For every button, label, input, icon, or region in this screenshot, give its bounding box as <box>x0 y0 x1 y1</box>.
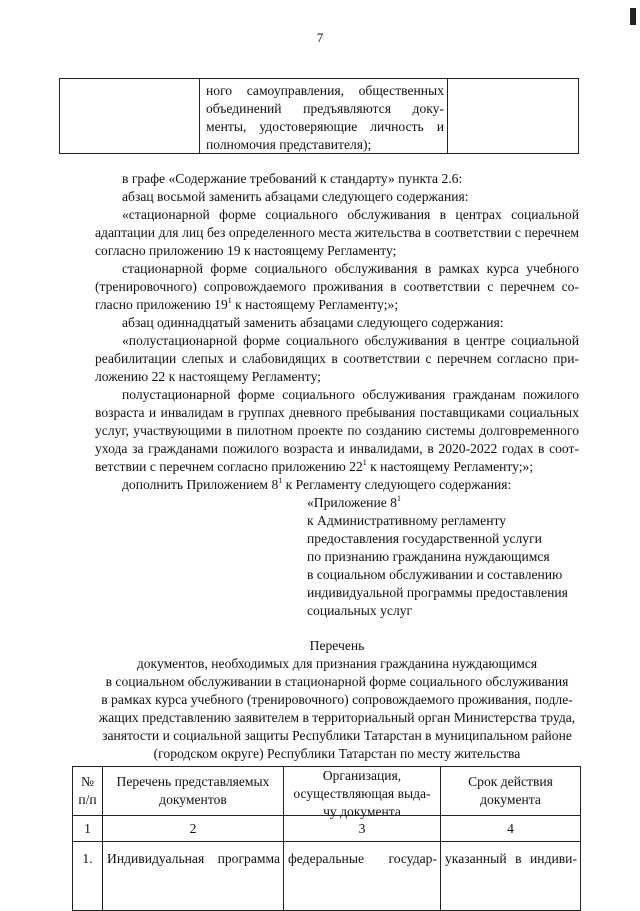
doc-table-cell: Индивидуальная программа <box>102 841 284 911</box>
list-heading-line: в рамках курса учебного (тренировочного) сопровождаемого проживания, подле- <box>101 692 573 707</box>
list-heading-line: в социальном обслуживании в стационарной форме социального обслуживания <box>105 674 569 689</box>
doc-table-header-validity: Срок действия документа <box>440 766 581 816</box>
top-table-line: менты, удостоверяющие личность и <box>206 119 444 134</box>
doc-table-col-number: 4 <box>440 815 581 842</box>
body-line: полустационарной форме социального обслуживания гражданам пожилого <box>122 387 579 402</box>
scan-edge-mark <box>630 8 636 25</box>
list-heading-line: документов, необходимых для признания гражданина нуждающимся <box>136 656 538 671</box>
body-line: ложению 22 к настоящему Регламенту; <box>95 369 321 384</box>
doc-table-cell: федеральные государ- <box>283 841 441 911</box>
list-heading-line: (городском округе) Республики Татарстан по месту жительства <box>153 746 521 761</box>
top-table-empty-cell <box>59 78 200 154</box>
doc-table-col-number: 3 <box>283 815 441 842</box>
body-line: услуг, участвующими в пилотном проекте по созданию системы долговременного <box>95 423 579 438</box>
body-line: в графе «Содержание требований к стандарту» пункта 2.6: <box>122 171 463 186</box>
appendix-line: к Административному регламенту <box>307 513 507 528</box>
body-line: стационарной форме социального обслуживания в рамках курса учебного <box>122 261 579 276</box>
appendix-line: индивидуальной программы предоставления <box>307 585 568 600</box>
appendix-line: предоставления государственной услуги <box>307 531 542 546</box>
superscript: 1 <box>362 458 367 467</box>
doc-table-col-number: 1 <box>72 815 103 842</box>
appendix-line: по признанию гражданина нуждающимся <box>307 549 550 564</box>
doc-table-cell: указанный в индиви- <box>440 841 581 911</box>
body-line: ухода за гражданами пожилого возраста и инвалидами, в 2020-2022 годах в соот- <box>95 441 579 456</box>
list-heading-line: жащих представлению заявителем в территориальный орган Министерства труда, <box>98 710 576 725</box>
appendix-line: социальных услуг <box>307 603 413 618</box>
body-line: ветствии с перечнем согласно приложению $22^1$ к настоящему Регламенту;»; <box>95 458 534 474</box>
superscript: 1 <box>278 476 283 485</box>
top-table-line: объединений предъявляются доку- <box>206 101 444 116</box>
doc-table-header-organization: Организация, осуществляющая выда- чу документа <box>283 766 441 816</box>
body-line: реабилитации слепых и слабовидящих в соответствии с перечнем согласно при- <box>95 351 579 366</box>
top-table-right-cell <box>447 78 579 154</box>
body-line: абзац восьмой заменить абзацами следующего содержания: <box>122 189 469 204</box>
body-line: абзац одиннадцатый заменить абзацами следующего содержания: <box>122 315 504 330</box>
appendix-title: «Приложение $8^1$ <box>307 494 401 510</box>
body-line: дополнить Приложением $8^1$ к Регламенту следующего содержания: <box>122 476 512 492</box>
list-heading-line: занятости и социальной защиты Республики Татарстан в муниципальном районе <box>102 728 572 743</box>
doc-table-cell: 1. <box>72 841 103 911</box>
doc-table-header-documents: Перечень представляемых документов <box>102 766 284 816</box>
paragraph-stationary-adaptation: «стационарной форме социального обслуживания в центрах социальной адаптации для лиц без определенного места жительства в соответствии с перечнем согласно приложению 19 к настоящему Регламенту; <box>95 207 579 258</box>
body-line: (тренировочного) сопровождаемого проживания в соответствии с перечнем со- <box>95 279 579 294</box>
body-line: гласно приложению $19^1$ к настоящему Регламенту;»; <box>95 296 399 312</box>
list-title: Перечень <box>309 638 365 653</box>
page-number: 7 <box>316 30 324 45</box>
body-line: возраста и инвалидам в группах дневного пребывания поставщиками социальных <box>95 405 579 420</box>
superscript: 1 <box>396 494 401 503</box>
doc-table-header-number: № п/п <box>72 766 103 816</box>
doc-table-col-number: 2 <box>102 815 284 842</box>
top-table-line: ного самоуправления, общественных <box>206 83 444 98</box>
superscript: 1 <box>227 296 232 305</box>
body-line: «полустационарной форме социального обслуживания в центре социальной <box>122 333 579 348</box>
top-table-line: полномочия представителя); <box>206 137 372 152</box>
top-table-text-cell <box>199 78 448 154</box>
appendix-line: в социальном обслуживании и составлению <box>307 567 563 582</box>
